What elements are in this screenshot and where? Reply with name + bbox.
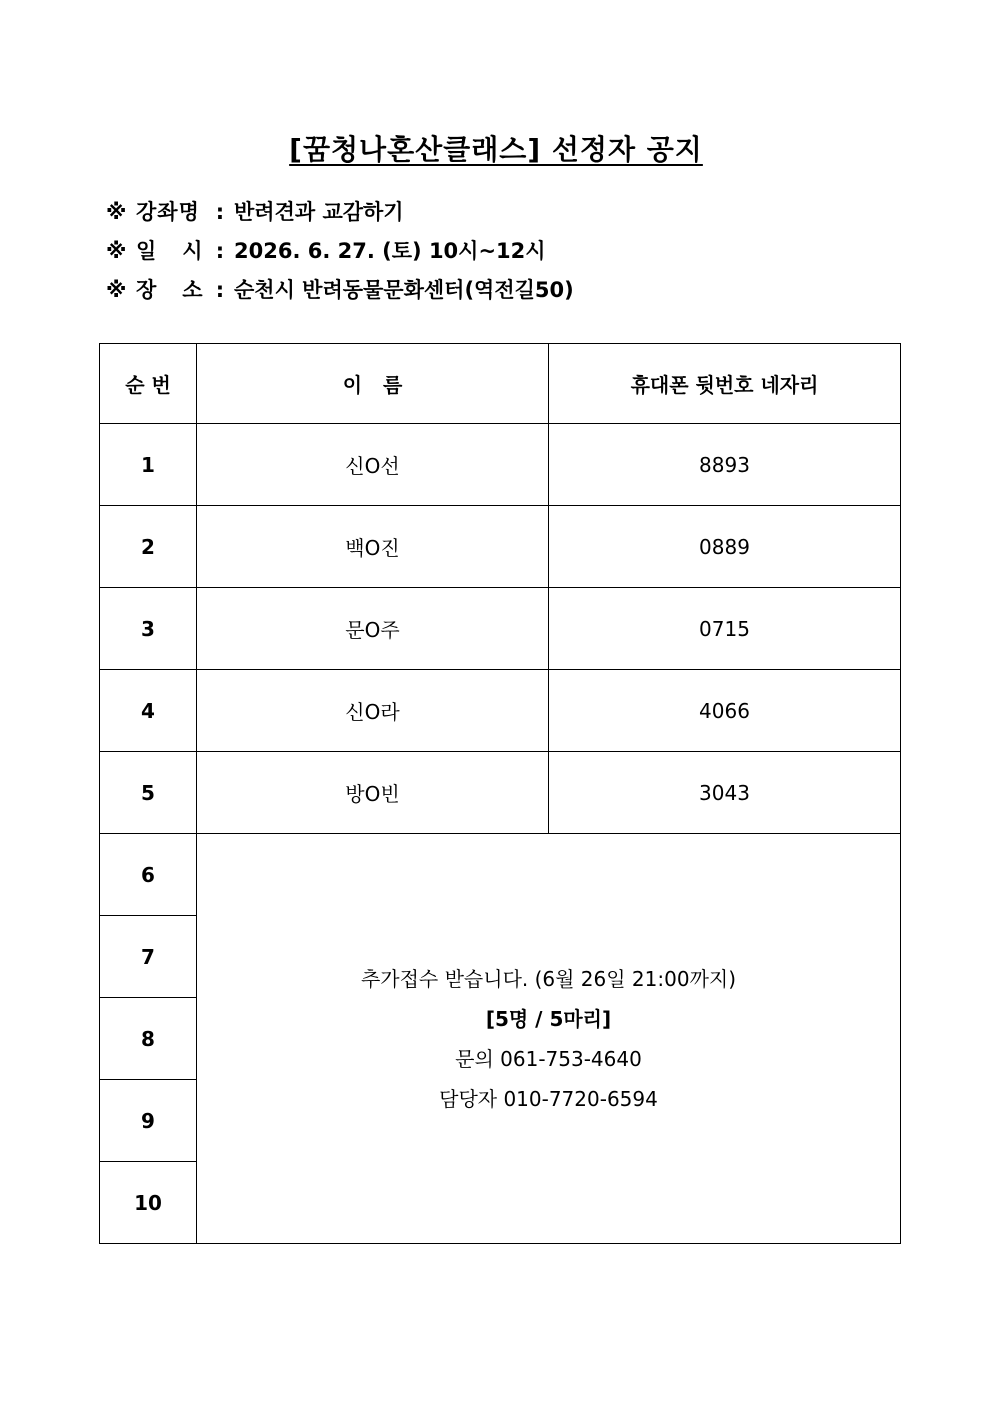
info-value: 2026. 6. 27. (토) 10시~12시 [234,239,546,263]
row-number: 3 [100,588,197,670]
info-label: 강좌명 [136,200,200,224]
info-label: 장 소 [136,278,204,302]
reference-mark: ※ [106,278,127,302]
info-course-name [106,197,574,236]
row-number: 5 [100,752,197,834]
row-number: 2 [100,506,197,588]
info-label: 일 시 [136,239,204,263]
table-header-row [100,344,901,424]
table-row [100,670,901,752]
info-colon: : [215,278,225,302]
row-phone: 0889 [549,506,901,588]
table-row [100,506,901,588]
header-name: 이 름 [197,344,549,424]
row-number: 1 [100,424,197,506]
course-info [106,197,574,314]
header-phone: 휴대폰 뒷번호 네자리 [549,344,901,424]
row-phone: 4066 [549,670,901,752]
table-row [100,588,901,670]
page-title-text: [꿈청나혼산클래스] 선정자 공지 [289,133,703,166]
row-phone: 3043 [549,752,901,834]
row-number: 10 [100,1162,197,1244]
info-value: 순천시 반려동물문화센터(역전길50) [234,278,574,302]
row-name: 신O선 [197,424,549,506]
reference-mark: ※ [106,200,127,224]
notice-additional-registration: 추가접수 받습니다. (6월 26일 21:00까지) [360,966,737,991]
info-location [106,275,574,314]
info-colon: : [215,239,225,263]
page-title [0,128,992,168]
info-colon: : [215,200,225,224]
table-row [100,834,901,916]
row-number: 7 [100,916,197,998]
table-row [100,752,901,834]
row-name: 신O라 [197,670,549,752]
notice-manager-phone: 담당자 010-7720-6594 [439,1086,658,1111]
additional-registration-notice [197,834,901,1244]
row-name: 방O빈 [197,752,549,834]
row-number: 8 [100,998,197,1080]
selection-table [99,343,901,1244]
row-name: 백O진 [197,506,549,588]
row-number: 9 [100,1080,197,1162]
row-number: 4 [100,670,197,752]
row-name: 문O주 [197,588,549,670]
reference-mark: ※ [106,239,127,263]
row-phone: 8893 [549,424,901,506]
notice-capacity: [5명 / 5마리] [485,1006,612,1031]
row-number: 6 [100,834,197,916]
table-row [100,424,901,506]
header-number: 순 번 [100,344,197,424]
row-phone: 0715 [549,588,901,670]
info-datetime [106,236,574,275]
info-value: 반려견과 교감하기 [234,200,404,224]
notice-inquiry-phone: 문의 061-753-4640 [455,1046,642,1071]
